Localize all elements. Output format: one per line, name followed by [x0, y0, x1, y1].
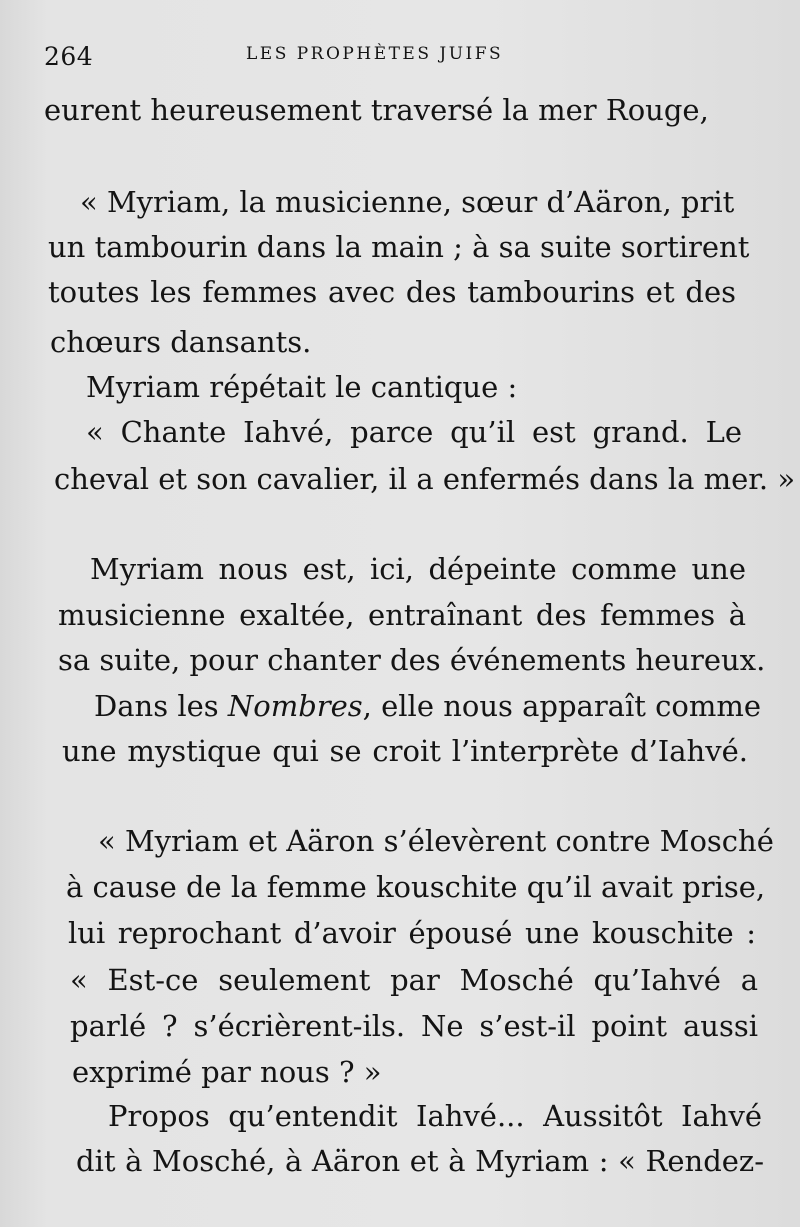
text-line: « Myriam et Aäron s’élevèrent contre Mosché: [98, 824, 774, 858]
text-line: « Chante Iahvé, parce qu’il est grand. Le: [86, 415, 742, 449]
text-line: Myriam répétait le cantique :: [86, 370, 518, 404]
text-line: toutes les femmes avec des tambourins et des: [48, 275, 736, 309]
text-line: parlé ? s’écrièrent-ils. Ne s’est-il point aussi: [70, 1009, 758, 1043]
text-line: un tambourin dans la main ; à sa suite sortirent: [48, 230, 750, 264]
text-line: dit à Mosché, à Aäron et à Myriam : « Rendez-: [76, 1144, 764, 1178]
italic-title: Nombres: [227, 689, 363, 723]
text-line: musicienne exaltée, entraînant des femmes à: [58, 598, 746, 632]
text-line: eurent heureusement traversé la mer Rouge,: [44, 93, 709, 127]
text-line: chœurs dansants.: [50, 325, 312, 359]
text-line: lui reprochant d’avoir épousé une kouschite :: [68, 916, 756, 950]
text-line: Propos qu’entendit Iahvé... Aussitôt Iahvé: [108, 1099, 762, 1133]
text-fragment: Dans les: [94, 689, 228, 723]
text-line: une mystique qui se croit l’interprète d’Iahvé.: [62, 734, 748, 768]
text-line: sa suite, pour chanter des événements heureux.: [58, 643, 766, 677]
text-line: exprimé par nous ? »: [72, 1055, 382, 1089]
page-number: 264: [44, 42, 94, 71]
running-title: LES PROPHÈTES JUIFS: [246, 44, 504, 64]
text-line: à cause de la femme kouschite qu’il avait prise,: [66, 870, 766, 904]
text-line: « Myriam, la musicienne, sœur d’Aäron, prit: [80, 185, 735, 219]
text-line: [94, 688, 761, 724]
text-fragment: , elle nous apparaît comme: [362, 689, 761, 723]
text-line: Myriam nous est, ici, dépeinte comme une: [90, 552, 746, 586]
text-line: « Est-ce seulement par Mosché qu’Iahvé a: [70, 963, 758, 997]
text-line: cheval et son cavalier, il a enfermés dans la mer. »: [54, 462, 796, 496]
